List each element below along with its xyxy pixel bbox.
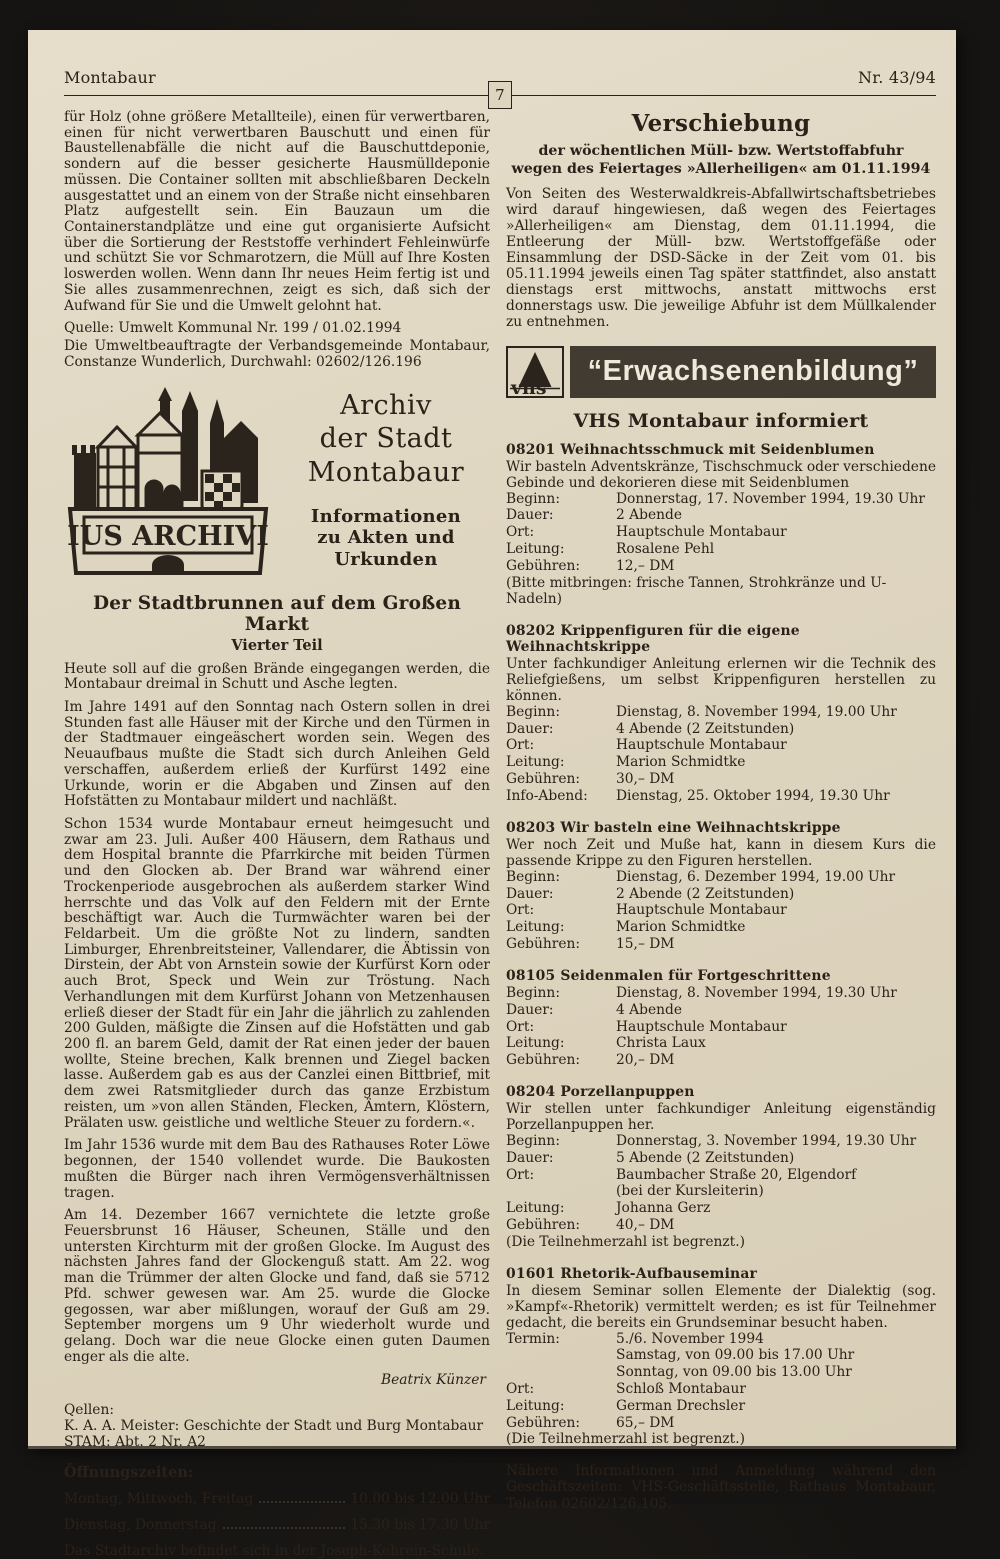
course-detail-row bbox=[506, 1035, 936, 1052]
course-detail-label: Dauer: bbox=[506, 507, 554, 524]
article-author: Beatrix Künzer bbox=[380, 1372, 486, 1389]
article-paragraph: Im Jahr 1536 wurde mit dem Bau des Rathauses Roter Löwe begonnen, der 1540 vollendet wurde. Die Baukosten mußten die Bürger nach ihren Vermögensverhältnissen tragen. bbox=[64, 1137, 490, 1201]
course-detail-label: Gebühren: bbox=[506, 1052, 581, 1069]
article-subtitle: Vierter Teil bbox=[231, 636, 323, 654]
course-detail-row bbox=[506, 771, 936, 788]
archive-logo-caption: IUS ARCHIVI bbox=[67, 520, 269, 552]
course-detail-label: Gebühren: bbox=[506, 771, 581, 788]
course-title: 01601 Rhetorik-Aufbauseminar bbox=[506, 1265, 758, 1282]
course-description: Wir basteln Adventskränze, Tischschmuck oder verschiedene Gebinde und dekorieren diese mit Seidenblumen bbox=[506, 458, 937, 491]
course-detail-row bbox=[506, 1347, 936, 1364]
hours-time: 15.30 bis 17.30 Uhr bbox=[350, 1517, 490, 1534]
article-paragraph: Heute soll auf die großen Brände eingegangen werden, die Montabaur dreimal in Schutt und Asche legten. bbox=[64, 660, 490, 693]
course-detail-row bbox=[506, 1217, 936, 1234]
course-detail-value: 4 Abende (2 Zeitstunden) bbox=[616, 720, 795, 737]
archive-header-block bbox=[64, 383, 490, 583]
course-title: 08203 Wir basteln eine Weihnachtskrippe bbox=[506, 819, 841, 836]
course-detail-label: Ort: bbox=[506, 1380, 535, 1397]
course-detail-label: Dauer: bbox=[506, 720, 554, 737]
course-detail-row bbox=[506, 1002, 936, 1019]
page-header bbox=[64, 68, 936, 104]
course-detail-value: Donnerstag, 17. November 1994, 19.30 Uhr bbox=[616, 490, 925, 507]
course-detail-value: (bei der Kursleiterin) bbox=[616, 1183, 764, 1200]
course-detail-value: 30,– DM bbox=[616, 771, 675, 788]
course-detail-row bbox=[506, 936, 936, 953]
article-paragraph: Schon 1534 wurde Montabaur erneut heimgesucht und zwar am 23. Juli. Außer 400 Häusern, dem Rathaus und dem Hospital brannte die Pfarrkirche mit beiden Türmen und den Glocken ab. Der Brand war während einer Trockenperiode ausgebrochen als außerdem starker Wind herrschte und das Volk auf den Feldern mit der Ernte beschäftigt war. Auch die Turmwächter waren bei der Feldarbeit. Um die größte Not zu lindern, sandten Limburger, Ehrenbreitsteiner, Vallendarer, die Äbtissin von Dirstein, der Abt von Arnstein sowie der Kurfürst Korn oder auch Brot, Speck und Wein zur Tröstung. Nach Verhandlungen mit dem Kurfürst Johann von Metzenhausen erließ dieser der Stadt für ein Jahr die jährlich zu zahlenden 200 Gulden, mäßigte die Zinsen auf die Hofstätten und gab 200 fl. an barem Geld, damit der Rat einen jeder der bauen wollte, Steine brechen, Kalk brennen und Ziegel backen lasse. Außerdem gab es aus der Canzlei einen Bittbrief, mit dem zwei Ratsmitglieder durch das ganze Erzbistum reisten, um »von allen Ständen, Flecken, Ämtern, Klöstern, Prälaten usw. geistliche und weltliche Steuer zu fordern.«. bbox=[64, 815, 490, 1131]
course-detail-label: Gebühren: bbox=[506, 1414, 581, 1431]
course-title: 08202 Krippenfiguren für die eigene Weihnachtskrippe bbox=[506, 622, 800, 655]
article-paragraph: Am 14. Dezember 1667 vernichtete die letzte große Feuersbrunst 16 Häuser, Scheunen, Ställe und den untersten Kirchturm mit der großen Glocke. Im August des nächsten Jahres fand der Glockenguß statt. Am 22. wog man die Trümmer der alten Glocke und fand, daß sie 5712 Pfd. schwer gewesen war. Am 25. wurde die Glocke gegossen, war aber mißlungen, worauf der Guß am 29. September morgens um 9 Uhr wiederholt wurde und gelang. Doch war die neue Glocke einen guten Daumen enger als die alte. bbox=[64, 1207, 490, 1365]
archive-subtitle bbox=[282, 506, 490, 571]
notice-body: Von Seiten des Westerwaldkreis-Abfallwirtschaftsbetriebes wird darauf hingewiesen, daß wegen des Feiertages »Allerheiligen« am Dienstag, dem 01.11.1994, die Entleerung der Müll- bzw. Wertstoffgefäße oder Einsammlung der DSD-Säcke in der Zeit vom 01. bis 05.11.1994 jeweils einen Tag später stattfindet, also anstatt dienstags erst mittwochs, anstatt mittwochs erst donnerstags usw. Die jeweilige Abfuhr ist dem Müllkalender zu entnehmen. bbox=[506, 185, 936, 330]
course-description: Wer noch Zeit und Muße hat, kann in diesem Kurs die passende Krippe zu den Figuren herstellen. bbox=[506, 836, 936, 869]
course-detail-label: Leitung: bbox=[506, 754, 565, 771]
course-detail-label bbox=[506, 1183, 616, 1200]
opening-hours-row bbox=[64, 1491, 490, 1507]
course-description: Unter fachkundiger Anleitung erlernen wir die Technik des Reliefgießens, um selbst Krippenfiguren herstellen zu können. bbox=[506, 655, 936, 704]
course-detail-row bbox=[506, 1364, 936, 1381]
course-detail-value: Hauptschule Montabaur bbox=[616, 737, 787, 754]
course-detail-value: Rosalene Pehl bbox=[616, 540, 715, 557]
course-detail-value: 12,– DM bbox=[616, 557, 675, 574]
course-detail-label: Beginn: bbox=[506, 984, 560, 1001]
course-detail-value: Johanna Gerz bbox=[616, 1200, 711, 1217]
hours-days: Dienstag, Donnerstag bbox=[64, 1517, 217, 1534]
course-detail-value: Dienstag, 8. November 1994, 19.00 Uhr bbox=[616, 703, 897, 720]
page-number: 7 bbox=[495, 86, 505, 104]
course-detail-value: German Drechsler bbox=[616, 1397, 746, 1414]
course-entry bbox=[506, 442, 936, 608]
course-entry bbox=[506, 1084, 936, 1251]
course-detail-row bbox=[506, 902, 936, 919]
course-detail-label bbox=[506, 1347, 616, 1364]
course-detail-label: Leitung: bbox=[506, 1200, 565, 1217]
course-detail-row bbox=[506, 1415, 936, 1432]
course-entry bbox=[506, 968, 936, 1069]
issue-number: Nr. 43/94 bbox=[858, 68, 936, 87]
course-detail-row bbox=[506, 1381, 936, 1398]
course-detail-label: Ort: bbox=[506, 902, 535, 919]
right-column bbox=[506, 110, 936, 1559]
notice-title: Verschiebung bbox=[631, 110, 811, 137]
course-detail-label: Leitung: bbox=[506, 1397, 565, 1414]
course-detail-row bbox=[506, 1398, 936, 1415]
banner-title: “Erwachsenenbildung” bbox=[570, 346, 936, 398]
course-detail-value: Hauptschule Montabaur bbox=[616, 1018, 787, 1035]
dotted-leader bbox=[259, 1501, 345, 1503]
archive-title-block bbox=[282, 383, 490, 583]
course-entry bbox=[506, 623, 936, 805]
hours-days: Montag, Mittwoch, Freitag bbox=[64, 1491, 254, 1508]
course-detail-row bbox=[506, 704, 936, 721]
archive-subtitle-line: Informationen bbox=[310, 505, 462, 527]
course-detail-label: Ort: bbox=[506, 1166, 535, 1183]
archive-title-line: Archiv bbox=[340, 389, 432, 421]
archive-subtitle-line: Urkunden bbox=[334, 548, 438, 570]
article-sources bbox=[64, 1402, 490, 1450]
course-detail-row bbox=[506, 886, 936, 903]
course-detail-row bbox=[506, 541, 936, 558]
archive-title-line: der Stadt bbox=[319, 423, 453, 455]
two-column-layout bbox=[64, 110, 936, 1559]
course-detail-value: Hauptschule Montabaur bbox=[616, 902, 787, 919]
opening-hours-row bbox=[64, 1517, 490, 1533]
course-detail-row bbox=[506, 1052, 936, 1069]
course-detail-value: 5./6. November 1994 bbox=[616, 1330, 764, 1347]
vhs-section-heading: VHS Montabaur informiert bbox=[573, 409, 869, 432]
course-detail-value: Schloß Montabaur bbox=[616, 1380, 747, 1397]
source-item: K. A. A. Meister: Geschichte der Stadt und Burg Montabaur bbox=[64, 1418, 484, 1435]
course-title: 08204 Porzellanpuppen bbox=[506, 1083, 695, 1100]
course-detail-row bbox=[506, 1183, 936, 1200]
course-note: (Bitte mitbringen: frische Tannen, Strohkränze und U-Nadeln) bbox=[506, 574, 887, 608]
waste-article-paragraph: für Holz (ohne größere Metallteile), einen für verwertbaren, einen für nicht verwertbaren Bauschutt und einen für Baustellenabfälle die nicht auf die Bauschuttdeponie, sondern auf die besser gesicherte Hausmülldeponie müssen. Die Container sollten mit abschließbaren Deckeln ausgestattet und an einem von der Straße nicht einsehbaren Platz aufgestellt sein. Ein Bauzaun um die Containerstandplätze und eine gut organisierte Aufsicht über die Sortierung der Reststoffe verhindert Fehleinwürfe und schützt Sie vor Schmarotzern, die Müll auf Ihre Kosten loswerden wollen. Wenn dann Ihr neues Heim fertig ist und Sie alles zusammenrechnen, zeigt es sich, daß sich der Aufwand für Sie und die Umwelt gelohnt hat. bbox=[64, 109, 490, 314]
course-detail-label: Gebühren: bbox=[506, 557, 581, 574]
course-detail-label: Leitung: bbox=[506, 1035, 565, 1052]
page-number-box bbox=[488, 81, 512, 109]
course-detail-value: Dienstag, 8. November 1994, 19.30 Uhr bbox=[616, 984, 897, 1001]
course-detail-label: Beginn: bbox=[506, 490, 560, 507]
course-detail-row bbox=[506, 1167, 936, 1184]
course-detail-row bbox=[506, 919, 936, 936]
course-detail-value: 5 Abende (2 Zeitstunden) bbox=[616, 1149, 795, 1166]
course-detail-value: 65,– DM bbox=[616, 1414, 675, 1431]
erwachsenenbildung-banner bbox=[506, 346, 936, 398]
archive-logo-icon bbox=[64, 383, 272, 583]
course-detail-label: Leitung: bbox=[506, 919, 565, 936]
course-detail-row bbox=[506, 985, 936, 1002]
course-detail-value: Donnerstag, 3. November 1994, 19.30 Uhr bbox=[616, 1132, 917, 1149]
archive-title-line: Montabaur bbox=[307, 457, 465, 488]
article-title: Der Stadtbrunnen auf dem Großen Markt bbox=[93, 592, 461, 635]
course-detail-value: Sonntag, von 09.00 bis 13.00 Uhr bbox=[616, 1364, 852, 1381]
course-detail-value: 2 Abende (2 Zeitstunden) bbox=[616, 885, 795, 902]
source-item: STAM: Abt. 2 Nr. A2 bbox=[64, 1434, 206, 1451]
course-detail-row bbox=[506, 737, 936, 754]
course-detail-label: Leitung: bbox=[506, 540, 565, 557]
course-detail-row bbox=[506, 558, 936, 575]
contact-line: Die Umweltbeauftragte der Verbandsgemeinde Montabaur, Constanze Wunderlich, Durchwahl: 02602/126.196 bbox=[64, 338, 490, 370]
course-detail-value: Baumbacher Straße 20, Elgendorf bbox=[616, 1166, 857, 1183]
course-note: (Die Teilnehmerzahl ist begrenzt.) bbox=[506, 1431, 745, 1448]
course-detail-label: Ort: bbox=[506, 524, 535, 541]
course-detail-value: 2 Abende bbox=[616, 507, 683, 524]
course-detail-label bbox=[506, 1364, 616, 1381]
course-detail-row bbox=[506, 721, 936, 738]
course-detail-value: 4 Abende bbox=[616, 1001, 683, 1018]
course-detail-label: Ort: bbox=[506, 737, 535, 754]
course-detail-row bbox=[506, 1150, 936, 1167]
archive-subtitle-line: zu Akten und bbox=[317, 527, 455, 549]
course-detail-value: 15,– DM bbox=[616, 936, 675, 953]
course-detail-label: Info-Abend: bbox=[506, 787, 588, 804]
course-detail-label: Beginn: bbox=[506, 868, 560, 885]
course-detail-row bbox=[506, 1331, 936, 1348]
course-detail-value: Dienstag, 25. Oktober 1994, 19.30 Uhr bbox=[616, 787, 890, 804]
course-detail-value: 20,– DM bbox=[616, 1052, 675, 1069]
vhs-logo-icon bbox=[506, 346, 564, 398]
notice-subtitle bbox=[506, 143, 936, 179]
archive-location-note: Das Stadtarchiv befindet sich in der Joseph-Kehrein-Schule. bbox=[64, 1543, 484, 1559]
vhs-logo-text: vhs bbox=[511, 376, 547, 396]
course-detail-row bbox=[506, 869, 936, 886]
course-detail-label: Gebühren: bbox=[506, 936, 581, 953]
course-entry bbox=[506, 820, 936, 953]
course-detail-row bbox=[506, 788, 936, 805]
course-title: 08201 Weihnachtsschmuck mit Seidenblumen bbox=[506, 441, 875, 458]
course-detail-label: Dauer: bbox=[506, 885, 554, 902]
course-detail-value: Samstag, von 09.00 bis 17.00 Uhr bbox=[616, 1347, 855, 1364]
left-column bbox=[64, 110, 490, 1559]
newspaper-page bbox=[28, 30, 956, 1559]
article-paragraph: Im Jahre 1491 auf den Sonntag nach Ostern sollen in drei Stunden fast alle Häuser mit der Kirche und den Türmen in der Stadtmauer eingeäschert worden sein. Wegen des Neuaufbaus mußte die Stadt sich durch Anleihen Geld verschaffen, außerdem erließ der Kurfürst 1492 eine Urkunde, worin er die Abgaben und Zinsen auf den Hofstätten zu Montabaur mildert und nachläßt. bbox=[64, 698, 490, 810]
course-detail-label: Termin: bbox=[506, 1330, 560, 1347]
course-detail-label: Gebühren: bbox=[506, 1217, 581, 1234]
course-detail-row bbox=[506, 524, 936, 541]
course-detail-label: Dauer: bbox=[506, 1149, 554, 1166]
course-detail-row bbox=[506, 754, 936, 771]
course-entry bbox=[506, 1266, 936, 1449]
course-detail-value: Hauptschule Montabaur bbox=[616, 524, 787, 541]
course-detail-label: Beginn: bbox=[506, 1132, 560, 1149]
source-line: Quelle: Umwelt Kommunal Nr. 199 / 01.02.1994 bbox=[64, 320, 402, 337]
course-detail-value: Marion Schmidtke bbox=[616, 754, 746, 771]
course-detail-row bbox=[506, 1019, 936, 1036]
course-detail-label: Ort: bbox=[506, 1018, 535, 1035]
course-detail-value: Christa Laux bbox=[616, 1035, 706, 1052]
course-detail-row bbox=[506, 491, 936, 508]
sources-label: Qellen: bbox=[64, 1402, 115, 1419]
dotted-leader bbox=[223, 1527, 346, 1529]
course-detail-value: 40,– DM bbox=[616, 1217, 675, 1234]
hours-time: 10.00 bis 12.00 Uhr bbox=[350, 1491, 490, 1508]
vhs-footer-info: Nähere Informationen und Anmeldung während den Geschäftszeiten: VHS-Geschäftsstelle, Rathaus Montabaur, Telefon 02602/126.105. bbox=[506, 1463, 936, 1512]
notice-subtitle-line: der wöchentlichen Müll- bzw. Wertstoffabfuhr bbox=[538, 143, 904, 159]
course-list bbox=[506, 442, 936, 1449]
course-title: 08105 Seidenmalen für Fortgeschrittene bbox=[506, 967, 831, 984]
course-note: (Die Teilnehmerzahl ist begrenzt.) bbox=[506, 1233, 745, 1250]
publication-name: Montabaur bbox=[64, 68, 156, 87]
course-detail-value: Dienstag, 6. Dezember 1994, 19.00 Uhr bbox=[616, 868, 896, 885]
course-detail-label: Beginn: bbox=[506, 703, 560, 720]
archive-title bbox=[282, 389, 490, 490]
course-description: In diesem Seminar sollen Elemente der Dialektig (sog. »Kampf«-Rhetorik) vermittelt werden; es ist für Teilnehmer gedacht, die bereits ein Grundseminar besucht haben. bbox=[506, 1282, 936, 1331]
course-detail-row bbox=[506, 1200, 936, 1217]
course-detail-value: Marion Schmidtke bbox=[616, 919, 746, 936]
course-detail-label: Dauer: bbox=[506, 1001, 554, 1018]
opening-hours-label: Öffnungszeiten: bbox=[64, 1464, 194, 1482]
course-detail-row bbox=[506, 1133, 936, 1150]
course-description: Wir stellen unter fachkundiger Anleitung eigenständig Porzellanpuppen her. bbox=[506, 1100, 936, 1133]
course-detail-row bbox=[506, 507, 936, 524]
notice-subtitle-line: wegen des Feiertages »Allerheiligen« am 01.11.1994 bbox=[511, 160, 931, 177]
